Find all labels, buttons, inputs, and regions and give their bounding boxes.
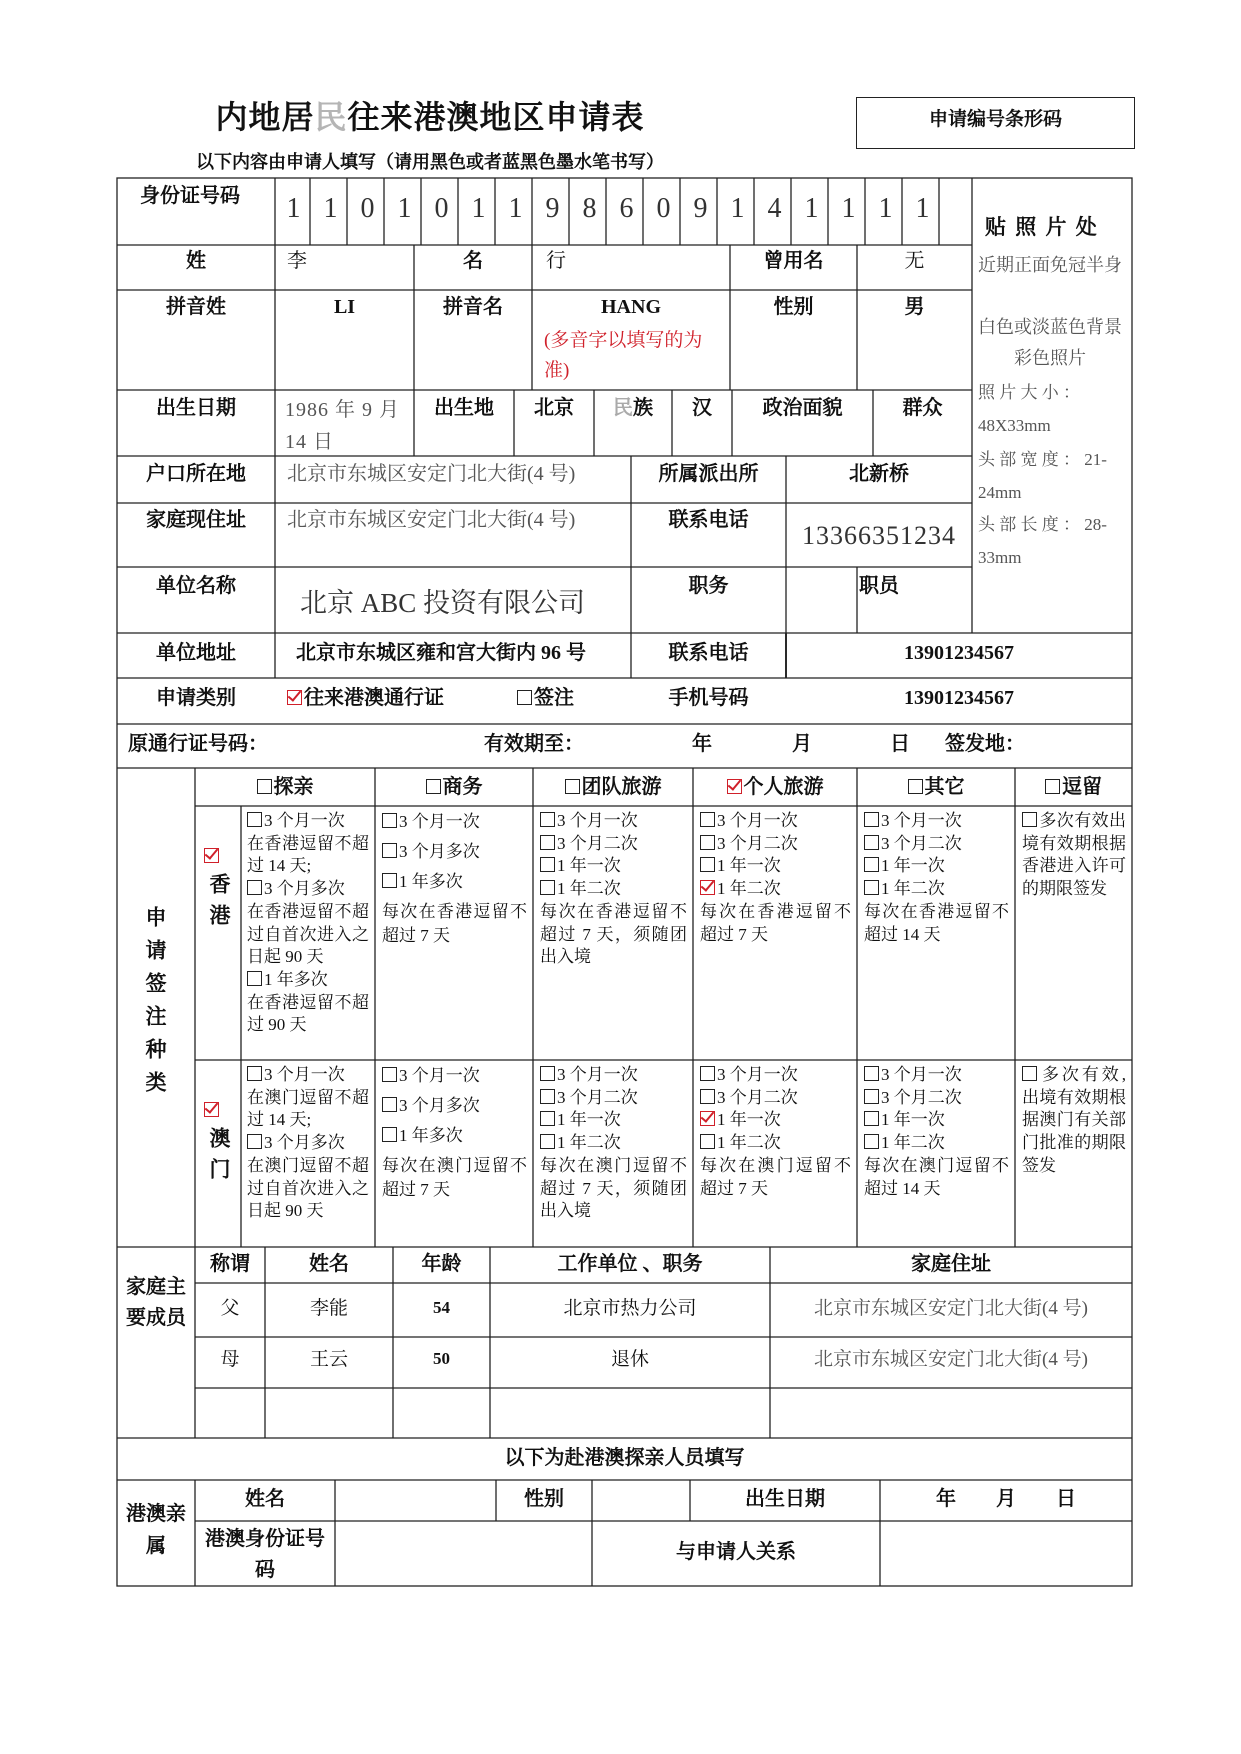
checkbox-checked-icon[interactable] xyxy=(287,690,302,705)
id-digit[interactable]: 1 xyxy=(730,193,745,224)
mo-c2-item: 每次在澳门逗留不超过 7 天 xyxy=(382,1156,527,1199)
id-digit[interactable]: 9 xyxy=(693,193,708,224)
checkbox-icon[interactable] xyxy=(382,1127,397,1142)
checkbox-icon[interactable] xyxy=(247,1066,262,1081)
id-digit[interactable]: 0 xyxy=(434,193,449,224)
checkbox-icon[interactable] xyxy=(700,1089,715,1104)
original-permit-label: 原通行证号码： xyxy=(128,733,268,755)
hk-c4-item[interactable]: 1 年二次 xyxy=(700,878,851,901)
mo-c6-item[interactable]: 多次有效,出境有效期根据澳门有关部门批准的期限签发 xyxy=(1022,1065,1126,1175)
pinyin-given-label: 拼音名 xyxy=(443,296,503,318)
former-name-label: 曾用名 xyxy=(763,250,824,272)
issue-place-label: 签发地： xyxy=(945,733,1025,755)
visa-header-4[interactable]: 其它 xyxy=(857,776,1015,799)
mo-c1-item[interactable]: 3 个月多次 xyxy=(247,1132,369,1155)
family-cell[interactable]: 退休 xyxy=(610,1349,649,1370)
photo-size: 照 片 大 小 ： 48X33mm xyxy=(978,383,1080,435)
visa-header-2[interactable]: 团队旅游 xyxy=(533,776,693,799)
mo-c2-item[interactable]: 3 个月一次 xyxy=(382,1064,527,1088)
checkbox-icon[interactable] xyxy=(517,690,532,705)
hk-c2-item[interactable]: 3 个月一次 xyxy=(382,810,527,834)
checkbox-icon[interactable] xyxy=(864,1066,879,1081)
visa-header-0[interactable]: 探亲 xyxy=(195,776,375,799)
family-cell[interactable]: 54 xyxy=(433,1298,450,1317)
checkbox-icon[interactable] xyxy=(864,835,879,850)
checkbox-icon[interactable] xyxy=(700,1066,715,1081)
checkbox-icon[interactable] xyxy=(382,1067,397,1082)
gender-label: 性别 xyxy=(773,296,814,318)
checkbox-icon[interactable] xyxy=(540,880,555,895)
family-cell[interactable]: 50 xyxy=(433,1349,450,1368)
checkbox-icon[interactable] xyxy=(540,857,555,872)
position-value[interactable]: 职员 xyxy=(859,575,899,597)
valid-until-label: 有效期至： xyxy=(484,733,584,755)
hk-c5-item[interactable]: 3 个月二次 xyxy=(864,833,1009,856)
checkbox-icon[interactable] xyxy=(540,1089,555,1104)
family-side-label: 家庭主要成员 xyxy=(126,1276,186,1329)
mo-label: 澳门 xyxy=(207,1127,231,1189)
hk-c5-item[interactable]: 3 个月一次 xyxy=(864,810,1009,833)
checkbox-icon[interactable] xyxy=(565,779,580,794)
photo-note-2: 白色或淡蓝色背景彩色照片 xyxy=(978,317,1122,368)
surname-value[interactable]: 李 xyxy=(287,250,307,272)
home-address-label: 家庭现住址 xyxy=(146,509,246,531)
id-digit[interactable]: 1 xyxy=(323,193,338,224)
mobile-label: 手机号码 xyxy=(668,687,749,709)
relative-name-label: 姓名 xyxy=(245,1488,285,1510)
political-status-value[interactable]: 群众 xyxy=(902,397,943,419)
hk-c1-item[interactable]: 1 年多次 xyxy=(247,969,369,992)
id-digit[interactable]: 1 xyxy=(915,193,930,224)
hk-c4-item[interactable]: 3 个月二次 xyxy=(700,833,851,856)
hk-c3-item: 每次在香港逗留不超过 7 天，须随团出入境 xyxy=(540,901,687,967)
hk-c5-item[interactable]: 1 年二次 xyxy=(864,878,1009,901)
relative-birth-label: 出生日期 xyxy=(745,1488,825,1510)
checkbox-icon[interactable] xyxy=(864,812,879,827)
mo-c3-item[interactable]: 3 个月二次 xyxy=(540,1087,687,1110)
family-cell[interactable]: 北京市东城区安定门北大街(4 号) xyxy=(814,1298,1088,1319)
relation-label: 与申请人关系 xyxy=(676,1541,796,1563)
photo-head-length: 头 部 长 度 ： 28-33mm xyxy=(978,515,1107,567)
home-address-value[interactable]: 北京市东城区安定门北大街(4 号) xyxy=(287,509,576,531)
barcode-label: 申请编号条形码 xyxy=(928,109,1062,130)
id-digit[interactable]: 0 xyxy=(360,193,375,224)
checkbox-icon[interactable] xyxy=(540,812,555,827)
mo-c4-item[interactable]: 3 个月二次 xyxy=(700,1087,851,1110)
checkbox-icon[interactable] xyxy=(540,1134,555,1149)
valid-year-label: 年 xyxy=(692,733,712,755)
hk-c3-item[interactable]: 3 个月一次 xyxy=(540,810,687,833)
relative-hkmo-id-label: 港澳身份证号码 xyxy=(205,1528,325,1581)
hk-c4-item[interactable]: 3 个月一次 xyxy=(700,810,851,833)
police-station-label: 所属派出所 xyxy=(658,463,759,485)
checkbox-icon[interactable] xyxy=(247,880,262,895)
surname-label: 姓 xyxy=(186,250,206,272)
contact-phone-value[interactable]: 13366351234 xyxy=(802,521,956,550)
mo-c2-item[interactable]: 3 个月多次 xyxy=(382,1094,527,1118)
photo-note-1: 近期正面免冠半身 xyxy=(978,255,1122,275)
polyphone-note: (多音字以填写的为准) xyxy=(544,330,703,381)
mo-c3-item: 每次在澳门逗留不超过 7 天，须随团出入境 xyxy=(540,1155,687,1221)
checkbox-icon[interactable] xyxy=(1022,812,1037,827)
id-digit[interactable]: 1 xyxy=(804,193,819,224)
visa-header-3[interactable]: 个人旅游 xyxy=(693,776,857,799)
relative-gender-label: 性别 xyxy=(524,1488,564,1510)
relatives-banner: 以下为赴港澳探亲人员填写 xyxy=(504,1447,745,1469)
id-digit[interactable]: 6 xyxy=(619,193,634,224)
mo-c3-item[interactable]: 3 个月一次 xyxy=(540,1064,687,1087)
pinyin-surname-label: 拼音姓 xyxy=(166,296,226,318)
mo-c5-item: 每次在澳门逗留不超过 14 天 xyxy=(864,1155,1009,1198)
hk-c1-item[interactable]: 3 个月多次 xyxy=(247,878,369,901)
checkbox-icon[interactable] xyxy=(700,857,715,872)
employer-value[interactable]: 北京 ABC 投资有限公司 xyxy=(300,588,586,618)
pinyin-given-value[interactable]: HANG xyxy=(601,296,661,318)
checkbox-icon[interactable] xyxy=(700,1134,715,1149)
family-cell[interactable]: 北京市东城区安定门北大街(4 号) xyxy=(814,1349,1088,1370)
id-number-label: 身份证号码 xyxy=(140,185,240,207)
checkbox-checked-icon[interactable] xyxy=(727,779,742,794)
checkbox-icon[interactable] xyxy=(540,835,555,850)
checkbox-icon[interactable] xyxy=(426,779,441,794)
checkbox-icon[interactable] xyxy=(700,812,715,827)
former-name-value[interactable]: 无 xyxy=(904,250,925,272)
family-cell[interactable]: 父 xyxy=(220,1298,240,1319)
mo-c4-item[interactable]: 1 年一次 xyxy=(700,1109,851,1132)
id-digit[interactable]: 0 xyxy=(656,193,671,224)
hukou-label: 户口所在地 xyxy=(146,463,246,485)
family-header-2: 年龄 xyxy=(421,1253,462,1275)
police-station-value[interactable]: 北新桥 xyxy=(849,463,909,485)
checkbox-icon[interactable] xyxy=(247,812,262,827)
id-digit[interactable]: 1 xyxy=(508,193,523,224)
ethnicity-value[interactable]: 汉 xyxy=(692,397,712,419)
hk-c3-item[interactable]: 3 个月二次 xyxy=(540,833,687,856)
hk-c4-item: 每次在香港逗留不超过 7 天 xyxy=(700,901,851,944)
employer-phone-label: 联系电话 xyxy=(668,642,749,664)
gender-value[interactable]: 男 xyxy=(904,296,925,318)
apply-option-permit[interactable]: 往来港澳通行证 xyxy=(287,687,444,710)
mo-c4-item[interactable]: 1 年二次 xyxy=(700,1132,851,1155)
hk-c1-item: 在香港逗留不超过 90 天 xyxy=(247,992,369,1035)
employer-phone-value[interactable]: 13901234567 xyxy=(904,642,1014,664)
mo-c1-item[interactable]: 3 个月一次 xyxy=(247,1064,369,1087)
family-cell[interactable]: 北京市热力公司 xyxy=(563,1298,697,1319)
employer-address-value[interactable]: 北京市东城区雍和宫大街内 96 号 xyxy=(296,642,586,664)
hukou-value[interactable]: 北京市东城区安定门北大街(4 号) xyxy=(287,463,576,485)
position-label: 职务 xyxy=(688,575,729,597)
checkbox-checked-icon[interactable] xyxy=(700,1111,715,1126)
pinyin-surname-value[interactable]: LI xyxy=(333,296,356,318)
relatives-side-label: 港澳亲属 xyxy=(126,1503,186,1557)
checkbox-checked-icon[interactable] xyxy=(204,848,219,863)
hk-checkbox[interactable] xyxy=(204,848,221,867)
checkbox-icon[interactable] xyxy=(247,1134,262,1149)
visa-header-1[interactable]: 商务 xyxy=(375,776,533,799)
birthplace-value[interactable]: 北京 xyxy=(534,397,574,419)
checkbox-icon[interactable] xyxy=(257,779,272,794)
checkbox-icon[interactable] xyxy=(382,1097,397,1112)
mo-c1-item: 在澳门逗留不超过 14 天; xyxy=(247,1087,369,1130)
checkbox-icon[interactable] xyxy=(247,971,262,986)
checkbox-checked-icon[interactable] xyxy=(700,880,715,895)
id-digit[interactable]: 4 xyxy=(767,193,782,224)
given-name-label: 名 xyxy=(463,250,483,272)
id-digit[interactable]: 1 xyxy=(471,193,486,224)
checkbox-icon[interactable] xyxy=(382,843,397,858)
visa-header-5[interactable]: 逗留 xyxy=(1015,776,1132,799)
hk-c2-item[interactable]: 3 个月多次 xyxy=(382,840,527,864)
hk-c4-item[interactable]: 1 年一次 xyxy=(700,855,851,878)
hk-c1-item[interactable]: 3 个月一次 xyxy=(247,810,369,833)
checkbox-checked-icon[interactable] xyxy=(204,1102,219,1117)
family-header-4: 家庭住址 xyxy=(911,1253,991,1275)
family-header-0: 称谓 xyxy=(210,1253,250,1275)
apply-type-label: 申请类别 xyxy=(156,687,236,709)
family-header-3: 工作单位 、职务 xyxy=(557,1253,703,1275)
checkbox-icon[interactable] xyxy=(1022,1066,1037,1081)
checkbox-icon[interactable] xyxy=(382,873,397,888)
apply-option-endorsement[interactable]: 签注 xyxy=(517,687,574,710)
checkbox-icon[interactable] xyxy=(864,1089,879,1104)
employer-label: 单位名称 xyxy=(156,575,236,597)
id-digit[interactable]: 8 xyxy=(582,193,597,224)
checkbox-icon[interactable] xyxy=(864,1134,879,1149)
employer-address-label: 单位地址 xyxy=(156,642,236,664)
valid-month-label: 月 xyxy=(792,733,812,755)
hk-c1-item: 在香港逗留不超过 14 天; xyxy=(247,833,369,876)
id-digit[interactable]: 1 xyxy=(841,193,856,224)
mo-c4-item: 每次在澳门逗留不超过 7 天 xyxy=(700,1155,851,1198)
mo-c3-item[interactable]: 1 年二次 xyxy=(540,1132,687,1155)
mo-checkbox[interactable] xyxy=(204,1102,221,1121)
birth-date-value[interactable]: 1986 年 9 月 14 日 xyxy=(285,399,400,453)
valid-day-label: 日 xyxy=(890,733,910,755)
mo-c4-item[interactable]: 3 个月一次 xyxy=(700,1064,851,1087)
hk-c2-item[interactable]: 1 年多次 xyxy=(382,870,527,894)
mo-c2-item[interactable]: 1 年多次 xyxy=(382,1124,527,1148)
checkbox-icon[interactable] xyxy=(382,813,397,828)
hk-c3-item[interactable]: 1 年二次 xyxy=(540,878,687,901)
family-cell[interactable]: 李能 xyxy=(309,1298,348,1319)
family-cell[interactable]: 母 xyxy=(220,1349,240,1370)
mobile-value[interactable]: 13901234567 xyxy=(904,687,1014,709)
mo-c3-item[interactable]: 1 年一次 xyxy=(540,1109,687,1132)
relative-birth-ymd: 年 月 日 xyxy=(936,1488,1076,1510)
id-digit[interactable]: 1 xyxy=(397,193,412,224)
checkbox-icon[interactable] xyxy=(864,857,879,872)
hk-c5-item[interactable]: 1 年一次 xyxy=(864,855,1009,878)
mo-c1-item: 在澳门逗留不超过自首次进入之日起 90 天 xyxy=(247,1155,369,1221)
checkbox-icon[interactable] xyxy=(700,835,715,850)
family-cell[interactable]: 王云 xyxy=(309,1349,348,1370)
mo-c5-item[interactable]: 1 年一次 xyxy=(864,1109,1009,1132)
hk-c3-item[interactable]: 1 年一次 xyxy=(540,855,687,878)
mo-c5-item[interactable]: 3 个月一次 xyxy=(864,1064,1009,1087)
checkbox-icon[interactable] xyxy=(540,1111,555,1126)
birth-date-label: 出生日期 xyxy=(156,397,236,419)
id-digit[interactable]: 9 xyxy=(545,193,560,224)
id-digit[interactable]: 1 xyxy=(878,193,893,224)
family-header-1: 姓名 xyxy=(309,1253,349,1275)
hk-label: 香港 xyxy=(207,873,231,935)
hk-c2-item: 每次在香港逗留不超过 7 天 xyxy=(382,902,527,945)
visa-type-side-label: 申请签注种类 xyxy=(143,906,167,1104)
photo-title: 贴 照 片 处 xyxy=(985,215,1099,239)
contact-phone-label: 联系电话 xyxy=(668,509,749,531)
hk-c5-item: 每次在香港逗留不超过 14 天 xyxy=(864,901,1009,944)
given-name-value[interactable]: 行 xyxy=(546,250,566,272)
checkbox-icon[interactable] xyxy=(908,779,923,794)
form-title: 内地居民往来港澳地区申请表 xyxy=(215,99,645,135)
checkbox-icon[interactable] xyxy=(864,1111,879,1126)
checkbox-icon[interactable] xyxy=(864,880,879,895)
mo-c5-item[interactable]: 1 年二次 xyxy=(864,1132,1009,1155)
political-status-label: 政治面貌 xyxy=(762,397,843,419)
mo-c5-item[interactable]: 3 个月二次 xyxy=(864,1087,1009,1110)
checkbox-icon[interactable] xyxy=(1045,779,1060,794)
id-digit[interactable]: 1 xyxy=(286,193,301,224)
ethnicity-label: 民族 xyxy=(613,397,653,419)
photo-head-width: 头 部 宽 度 ： 21-24mm xyxy=(978,450,1107,502)
checkbox-icon[interactable] xyxy=(540,1066,555,1081)
birthplace-label: 出生地 xyxy=(434,397,494,419)
form-subtitle: 以下内容由申请人填写（请用黑色或者蓝黑色墨水笔书写） xyxy=(196,152,664,172)
hk-c1-item: 在香港逗留不超过自首次进入之日起 90 天 xyxy=(247,901,369,967)
hk-c6-item[interactable]: 多次有效出境有效期根据香港进入许可的期限签发 xyxy=(1022,811,1126,899)
